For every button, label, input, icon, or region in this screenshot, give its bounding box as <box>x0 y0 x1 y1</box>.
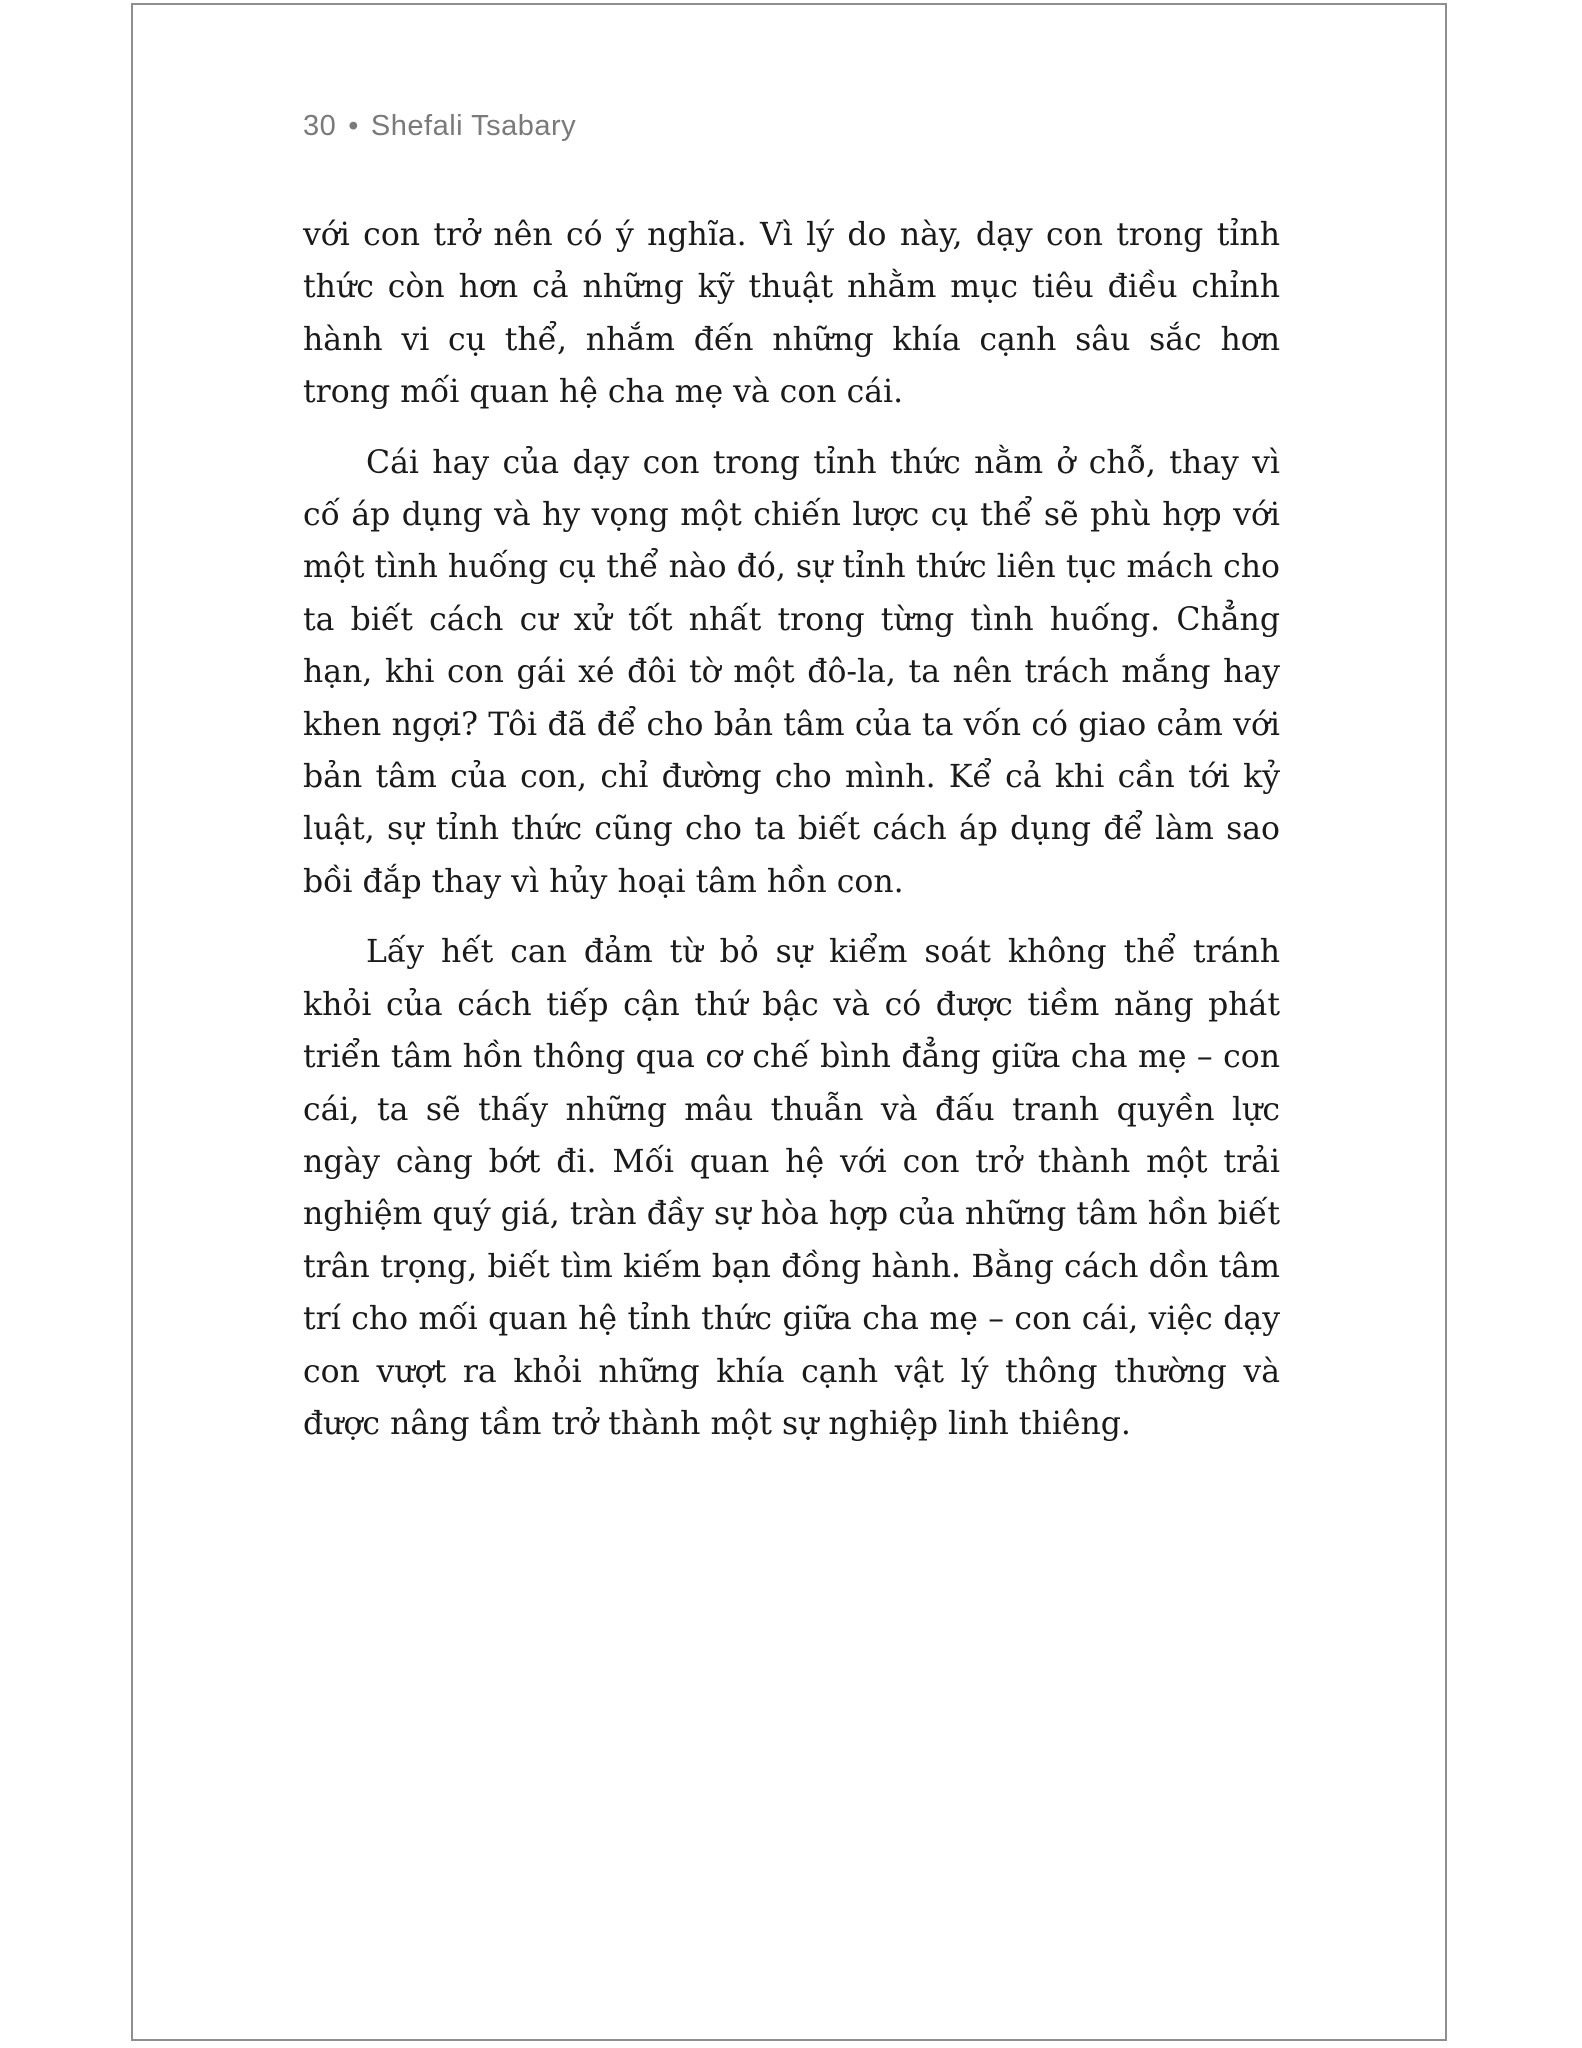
book-page <box>131 3 1447 2041</box>
header-separator: • <box>348 110 359 142</box>
paragraph: Cái hay của dạy con trong tỉnh thức nằm ở chỗ, thay vì cố áp dụng và hy vọng một chiến lược cụ thể sẽ phù hợp với một tình huống cụ thể nào đó, sự tỉnh thức liên tục mách cho ta biết cách cư xử tốt nhất trong từng tình huống. Chẳng hạn, khi con gái xé đôi tờ một đô-la, ta nên trách mắng hay khen ngợi? Tôi đã để cho bản tâm của ta vốn có giao cảm với bản tâm của con, chỉ đường cho mình. Kể cả khi cần tới kỷ luật, sự tỉnh thức cũng cho ta biết cách áp dụng để làm sao bồi đắp thay vì hủy hoại tâm hồn con. <box>303 444 1280 900</box>
body-text <box>303 209 1280 1468</box>
paragraph-continued: với con trở nên có ý nghĩa. Vì lý do này, dạy con trong tỉnh thức còn hơn cả những kỹ thuật nhằm mục tiêu điều chỉnh hành vi cụ thể, nhắm đến những khía cạnh sâu sắc hơn trong mối quan hệ cha mẹ và con cái. <box>303 217 1280 411</box>
page-number: 30 <box>303 110 337 142</box>
author-name: Shefali Tsabary <box>370 110 577 142</box>
running-head <box>303 110 576 143</box>
paragraph: Lấy hết can đảm từ bỏ sự kiểm soát không thể tránh khỏi của cách tiếp cận thứ bậc và có được tiềm năng phát triển tâm hồn thông qua cơ chế bình đẳng giữa cha mẹ – con cái, ta sẽ thấy những mâu thuẫn và đấu tranh quyền lực ngày càng bớt đi. Mối quan hệ với con trở thành một trải nghiệm quý giá, tràn đầy sự hòa hợp của những tâm hồn biết trân trọng, biết tìm kiếm bạn đồng hành. Bằng cách dồn tâm trí cho mối quan hệ tỉnh thức giữa cha mẹ – con cái, việc dạy con vượt ra khỏi những khía cạnh vật lý thông thường và được nâng tầm trở thành một sự nghiệp linh thiêng. <box>303 934 1280 1442</box>
